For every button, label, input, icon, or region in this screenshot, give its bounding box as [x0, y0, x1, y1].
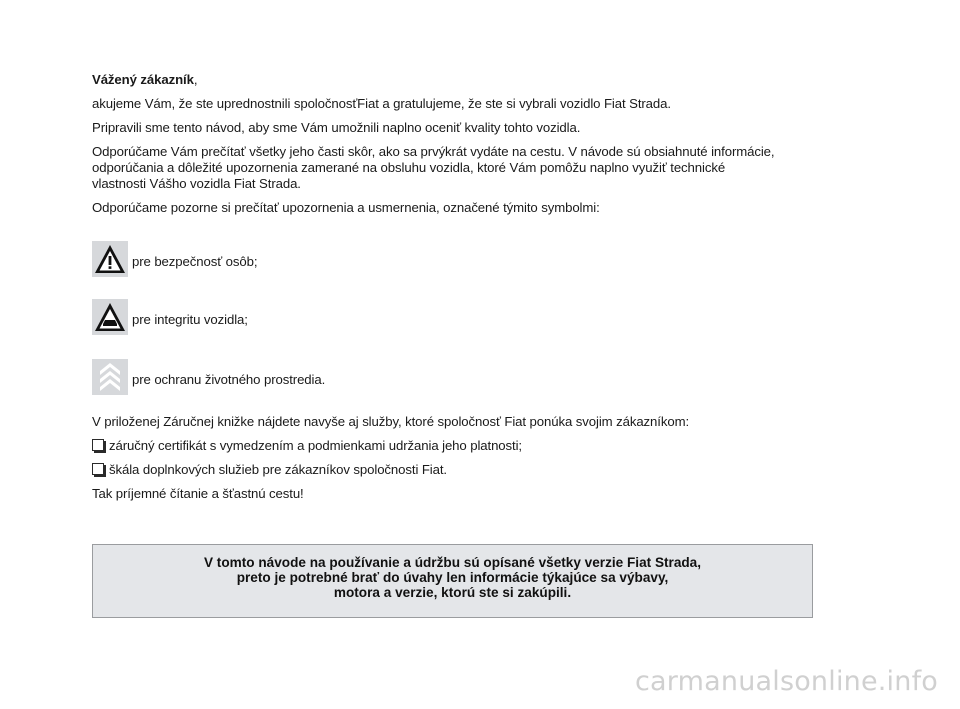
- environment-chevrons-icon: [92, 359, 128, 395]
- greeting-suffix: ,: [193, 72, 198, 87]
- paragraph-purpose: Pripravili sme tento návod, aby sme Vám umožnili naplno oceniť kvality tohto vozidla.: [92, 120, 581, 135]
- warranty-item: [92, 438, 817, 454]
- warning-triangle-icon: [92, 241, 128, 277]
- versions-notice-box: [92, 544, 813, 618]
- symbol-row-safety: [92, 241, 257, 277]
- paragraph-recommendation: [92, 144, 817, 192]
- symbol-label-environment: pre ochranu životného prostredia.: [132, 372, 326, 387]
- warranty-intro: V priloženej Záručnej knižke nájdete navyše aj služby, ktoré spoločnosť Fiat ponúka svojim zákazníkom:: [92, 414, 690, 429]
- notice-line-1: V tomto návode na používanie a údržbu sú opísané všetky verzie Fiat Strada,: [203, 555, 702, 570]
- warranty-item: [92, 462, 817, 478]
- recommendation-line-1: Odporúčame Vám prečítať všetky jeho časti skôr, ako sa prvýkrát vydáte na cestu. V návode sú obsiahnuté informácie,: [92, 144, 775, 159]
- manual-intro-page: [92, 72, 817, 501]
- greeting-name: Vážený zákazník: [92, 72, 194, 87]
- checkbox-bullet-icon: [92, 463, 104, 475]
- paragraph-thanks: akujeme Vám, že ste uprednostnili spoločnosťFiat a gratulujeme, že ste si vybrali vozidlo Fiat Strada.: [92, 96, 671, 111]
- vehicle-warning-icon: [92, 299, 128, 335]
- symbol-row-vehicle: [92, 299, 248, 335]
- symbol-row-environment: [92, 359, 325, 395]
- paragraph-symbols-intro: Odporúčame pozorne si prečítať upozornenia a usmernenia, označené týmito symbolmi:: [92, 200, 600, 215]
- closing-wish: Tak príjemné čítanie a šťastnú cestu!: [92, 486, 304, 501]
- recommendation-line-3: vlastnosti Vášho vozidla Fiat Strada.: [92, 176, 301, 191]
- notice-line-3: motora a verzie, ktorú ste si zakúpili.: [333, 585, 572, 600]
- warranty-item-text: záručný certifikát s vymedzením a podmienkami udržania jeho platnosti;: [109, 438, 522, 453]
- symbol-label-safety: pre bezpečnosť osôb;: [132, 254, 258, 269]
- symbol-label-vehicle: pre integritu vozidla;: [132, 312, 248, 327]
- warranty-item-text: škála doplnkových služieb pre zákazníkov spoločnosti Fiat.: [109, 462, 447, 477]
- watermark: carmanualsonline.info: [635, 666, 938, 697]
- recommendation-line-2: odporúčania a dôležité upozornenia zamerané na obsluhu vozidla, ktoré Vám pomôžu naplno využiť technické: [92, 160, 726, 175]
- warranty-section: [92, 414, 817, 510]
- checkbox-bullet-icon: [92, 439, 104, 451]
- greeting: [92, 72, 817, 88]
- notice-line-2: preto je potrebné brať do úvahy len informácie týkajúce sa výbavy,: [236, 570, 669, 585]
